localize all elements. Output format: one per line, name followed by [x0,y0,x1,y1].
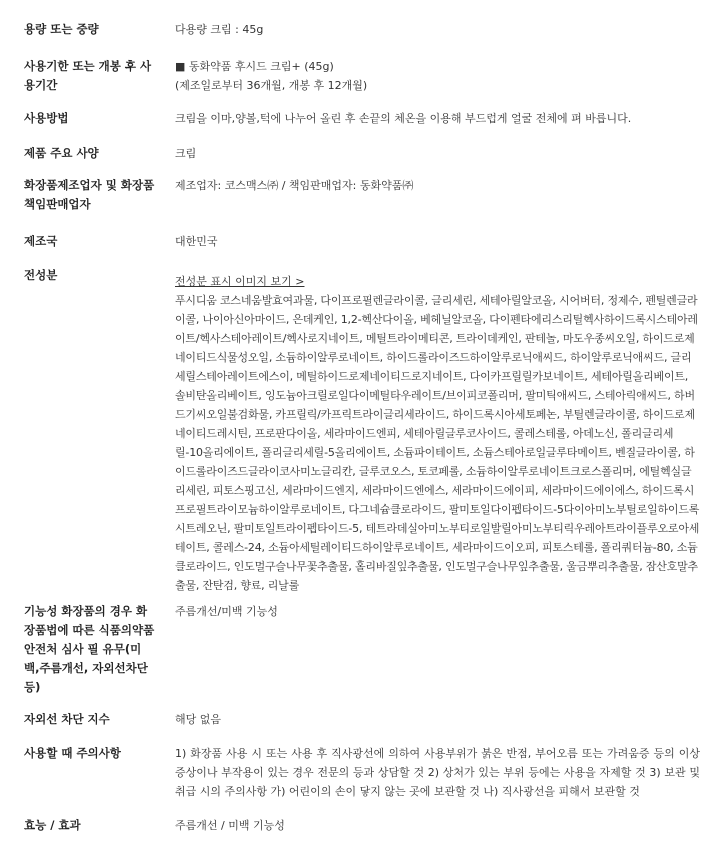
value-usage: 크림을 이마,양볼,턱에 나누어 올린 후 손끝의 체온을 이용해 부드럽게 얼굴 전체에 펴 바릅니다. [175,112,632,125]
value-efficacy: 주름개선 / 미백 기능성 [175,819,285,832]
value-expiry [175,57,700,95]
label-spf: 자외선 차단 지수 [24,712,110,726]
value-expiry-line1: ■ 동화약품 후시드 크림+ (45g) [175,60,334,73]
label-manufacturer: 화장품제조업자 및 화장품책임판매업자 [24,178,155,211]
value-country: 대한민국 [175,235,218,248]
value-capacity: 다용량 크림 : 45g [175,23,264,36]
label-efficacy: 효능 / 효과 [24,818,81,832]
label-country: 제조국 [24,234,58,248]
label-ingredients: 전성분 [24,268,58,282]
label-usage: 사용방법 [24,111,69,125]
label-functional: 기능성 화장품의 경우 화장품법에 따른 식품의약품안전처 심사 필 유무(미백,주름개선, 자외선차단 등) [24,604,155,694]
value-expiry-line2: (제조일로부터 36개월, 개봉 후 12개월) [175,79,368,92]
label-capacity: 용량 또는 중량 [24,22,99,36]
value-functional: 주름개선/미백 기능성 [175,605,278,618]
ingredients-image-link[interactable]: 전성분 표시 이미지 보기 > [175,275,305,288]
label-spec: 제품 주요 사양 [24,146,99,160]
value-ingredients [175,266,700,595]
value-spec: 크림 [175,147,197,160]
value-manufacturer: 제조업자: 코스맥스㈜ / 책임판매업자: 동화약품㈜ [175,179,414,192]
label-caution: 사용할 때 주의사항 [24,746,121,760]
label-expiry: 사용기한 또는 개봉 후 사용기간 [24,59,152,92]
value-spf: 해당 없음 [175,713,222,726]
value-caution: 1) 화장품 사용 시 또는 사용 후 직사광선에 의하여 사용부위가 붉은 반점, 부어오름 또는 가려움증 등의 이상증상이나 부작용이 있는 경우 전문의 등과 상담할 것 2) 상처가 있는 부위 등에는 사용을 자제할 것 3) 보관 및 취급 시의 주의사항 가) 어린이의 손이 닿지 않는 곳에 보관할 것 나) 직사광선을 피해서 보관할 것 [175,747,700,798]
ingredients-list: 푸시디움 코스네움발효여과물, 다이프로필렌글라이콜, 글리세린, 세테아릴알코올, 시어버터, 정제수, 펜틸렌글라이콜, 나이아신아마이드, 은데케인, 1,2-헥산다이올, 베헤닐알코올, 다이펜타에리스리틸헥사하이드록시스테아레이트/헥사스테아레이트/헥사로지네이트, 메틸트라이메티콘, 트라이데케인, 판테놀, 마도우종씨오일, 하이드로제네이티드식물성오일, 소듐하이알루로네이트, 하이드롤라이즈드하이알루로닉애씨드, 하이알루로닉애씨드, 글리세릴스테아레이트에스이, 메틸하이드로제네이티드로지네이트, 다이카프릴릴카보네이트, 세테아릴올리베이트, 솔비탄올리베이트, 잉도늄아크릴로일다이메틸타우레이트/브이피코폴리머, 팔미틱애씨드, 스테아릭애씨드, 하버드기씨오일불검화물, 카프릴릭/카프릭트라이글리세라이드, 하이드록시아세토페논, 부틸렌글라이콜, 하이드로제네이티드레시틴, 프로판다이올, 세라마이드엔피, 세테아릴글루코사이드, 콜레스테롤, 아데노신, 폴리글리세릴-10올리에이트, 폴리글리세릴-5올리에이트, 소듐파이테이트, 소듐스테아로일글루타메이트, 벤질글라이콜, 하이드롤라이즈드글라이코사미노글리칸, 글루코오스, 토코페롤, 소듐하이알루로네이트크로스폴리머, 에틸헥실글리세린, 피토스핑고신, 세라마이드엔지, 세라마이드엔에스, 세라마이드에이피, 세라마이드에이에스, 하이드록시프로필트라이모늄하이알루로네이트, 다그네슘클로라이드, 팔미토일다이펩타이드-5다이아미노부틸로일하이드록시트레오닌, 팔미토일트라이펩타이드-5, 테트라데실아미노부티로일발릴아미노부티릭우레아트라이플루오로아세테이트, 콜레스-24, 소듐아세틸레이티드하이알루로네이트, 세라마이드이오피, 피토스테롤, 폴리쿼터늄-80, 소듐클로라이드, 인도멀구슬나무꽃추출물, 홀리바질잎추출물, 인도멀구슬나무잎추출물, 울금뿌리추출물, 잠산호말추출물, 잔탄검, 향료, 리날룰 [175,294,700,592]
